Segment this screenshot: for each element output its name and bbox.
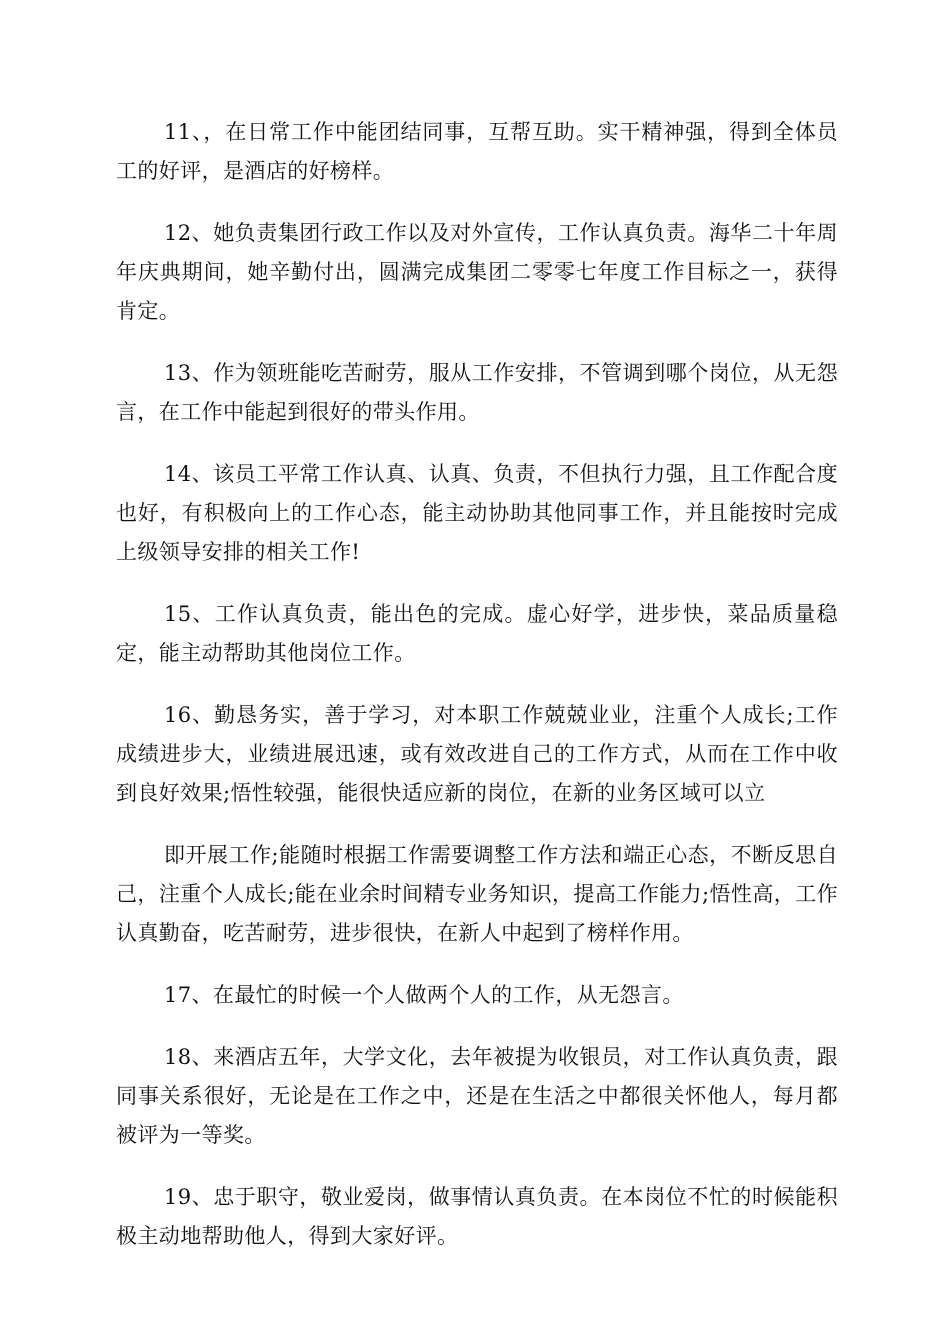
paragraph-18: 18、来酒店五年，大学文化，去年被提为收银员，对工作认真负责，跟同事关系很好，无论是在工作之中，还是在生活之中都很关怀他人，每月都被评为一等奖。 bbox=[116, 1045, 838, 1147]
paragraph-16: 16、勤恳务实，善于学习，对本职工作兢兢业业，注重个人成长;工作成绩进步大，业绩进展迅速，或有效改进自己的工作方式，从而在工作中收到良好效果;悟性较强，能很快适应新的岗位，在新的业务区域可以立 bbox=[116, 703, 838, 805]
paragraph-17: 17、在最忙的时候一个人做两个人的工作，从无怨言。 bbox=[164, 983, 684, 1007]
paragraph-11: 11、，在日常工作中能团结同事，互帮互助。实干精神强，得到全体员工的好评，是酒店的好榜样。 bbox=[116, 120, 838, 183]
paragraph-15: 15、工作认真负责，能出色的完成。虚心好学，进步快，菜品质量稳定，能主动帮助其他岗位工作。 bbox=[116, 602, 838, 665]
paragraph-12: 12、她负责集团行政工作以及对外宣传，工作认真负责。海华二十年周年庆典期间，她辛勤付出，圆满完成集团二零零七年度工作目标之一，获得肯定。 bbox=[116, 221, 838, 323]
paragraph-14: 14、该员工平常工作认真、认真、负责，不但执行力强，且工作配合度也好，有积极向上的工作心态，能主动协助其他同事工作，并且能按时完成上级领导安排的相关工作! bbox=[116, 462, 838, 564]
paragraph-16-continued: 即开展工作;能随时根据工作需要调整工作方法和端正心态，不断反思自己，注重个人成长;能在业余时间精专业务知识，提高工作能力;悟性高，工作认真勤奋，吃苦耐劳，进步很快，在新人中起到了榜样作用。 bbox=[116, 843, 838, 945]
paragraph-13: 13、作为领班能吃苦耐劳，服从工作安排，不管调到哪个岗位，从无怨言，在工作中能起到很好的带头作用。 bbox=[116, 361, 838, 424]
paragraph-19: 19、忠于职守，敬业爱岗，做事情认真负责。在本岗位不忙的时候能积极主动地帮助他人，得到大家好评。 bbox=[116, 1185, 838, 1248]
